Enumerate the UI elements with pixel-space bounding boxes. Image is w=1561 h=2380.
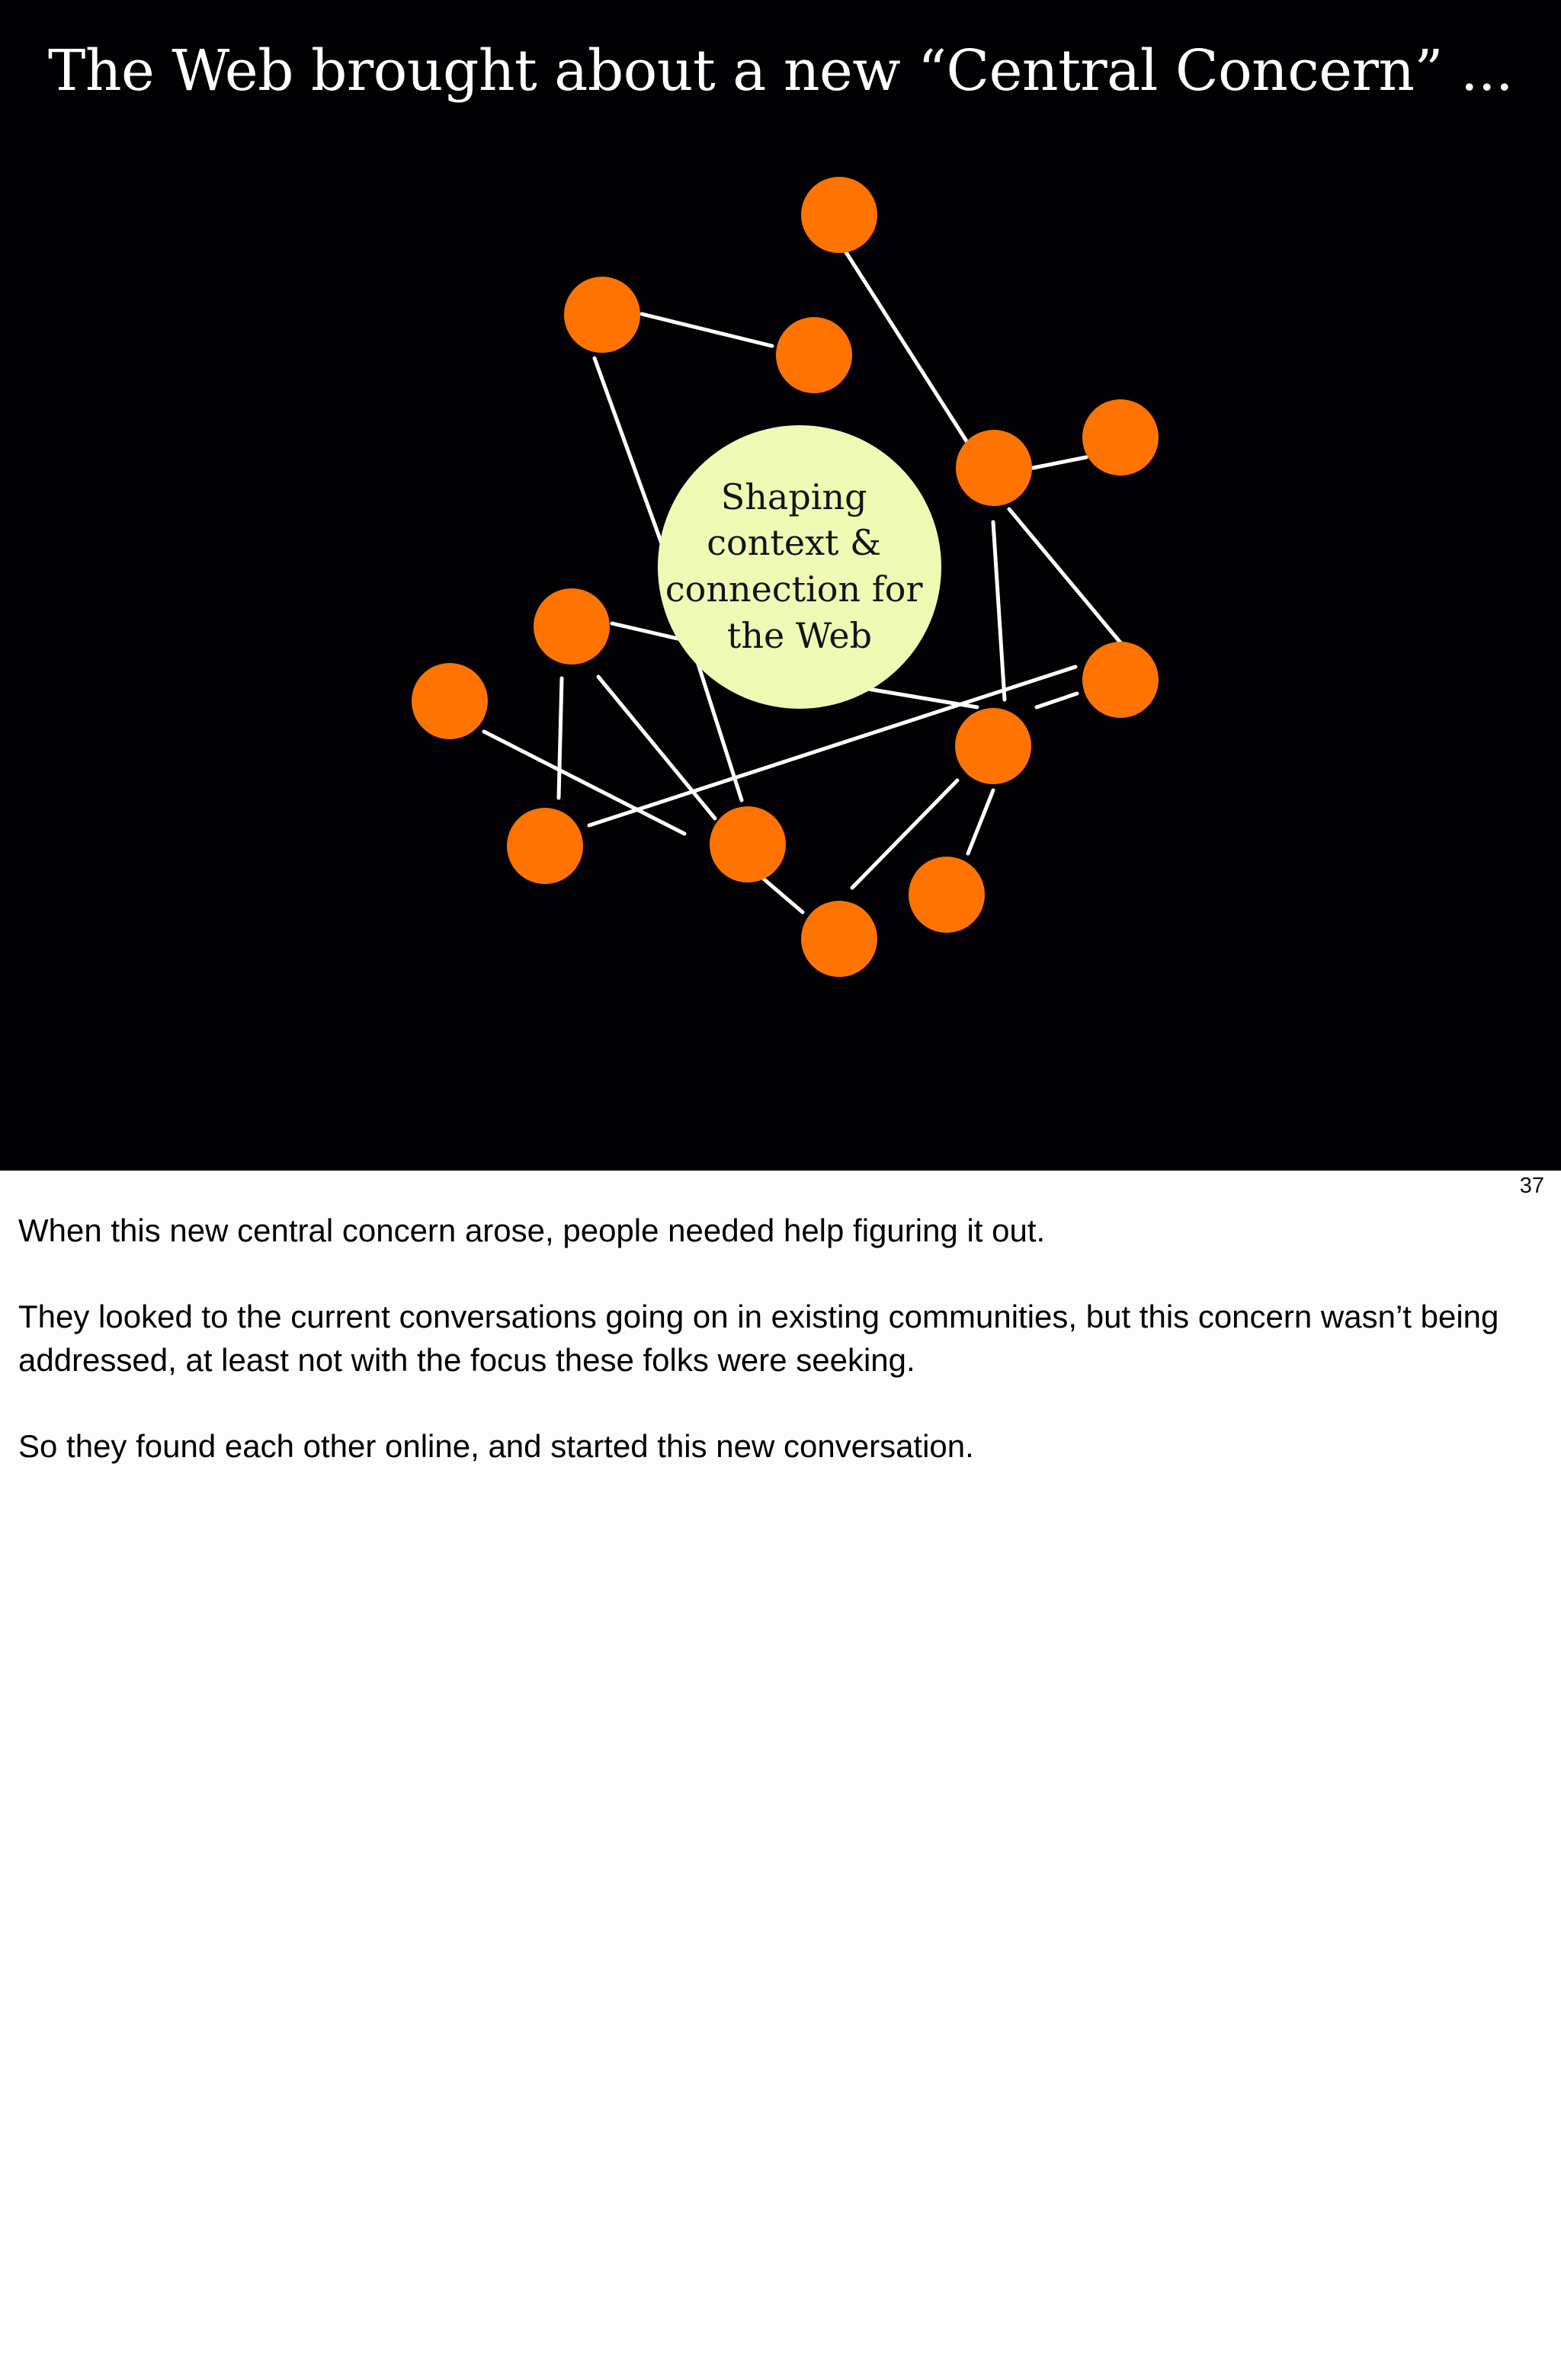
slide <box>0 0 1561 1171</box>
central-concern-line-2: context & <box>707 522 882 563</box>
node-1 <box>801 177 877 253</box>
node-13 <box>801 901 877 977</box>
node-4 <box>956 430 1032 506</box>
central-concern-node <box>658 425 941 709</box>
node-6 <box>534 588 610 665</box>
node-10 <box>507 808 583 884</box>
central-concern-circle <box>658 425 941 709</box>
slide-number: 37 <box>1519 1174 1544 1198</box>
central-concern-line-1: Shaping <box>720 476 867 517</box>
edge-9 <box>1037 693 1077 707</box>
notes-paragraph-2: They looked to the current conversations going on in existing communities, but this concern wasn’t being addressed, at least not with the focus these folks were seeking. <box>18 1299 1499 1378</box>
node-3 <box>776 317 852 393</box>
edge-17 <box>761 876 803 912</box>
node-11 <box>710 806 786 882</box>
node-8 <box>1082 642 1159 718</box>
central-concern-line-4: the Web <box>726 615 873 656</box>
edge-11 <box>559 678 562 798</box>
node-9 <box>955 708 1031 784</box>
edge-4 <box>1033 457 1086 468</box>
edge-5 <box>1009 509 1123 646</box>
slide-title: The Web brought about a new “Central Concern” ... <box>47 38 1514 104</box>
edge-16 <box>968 790 993 854</box>
notes-paragraph-1: When this new central concern arose, people needed help figuring it out. <box>18 1212 1046 1248</box>
node-2 <box>564 277 640 353</box>
node-7 <box>412 663 488 739</box>
edge-1 <box>845 250 968 444</box>
node-5 <box>1082 399 1159 476</box>
speaker-notes <box>18 1209 1535 1510</box>
notes-paragraph-3: So they found each other online, and started this new conversation. <box>18 1428 974 1464</box>
central-concern-line-3: connection for <box>665 569 923 610</box>
node-12 <box>909 857 985 933</box>
edge-3 <box>595 358 665 554</box>
edge-6 <box>993 522 1005 700</box>
edge-2 <box>642 314 772 346</box>
network-diagram <box>0 0 1561 1171</box>
